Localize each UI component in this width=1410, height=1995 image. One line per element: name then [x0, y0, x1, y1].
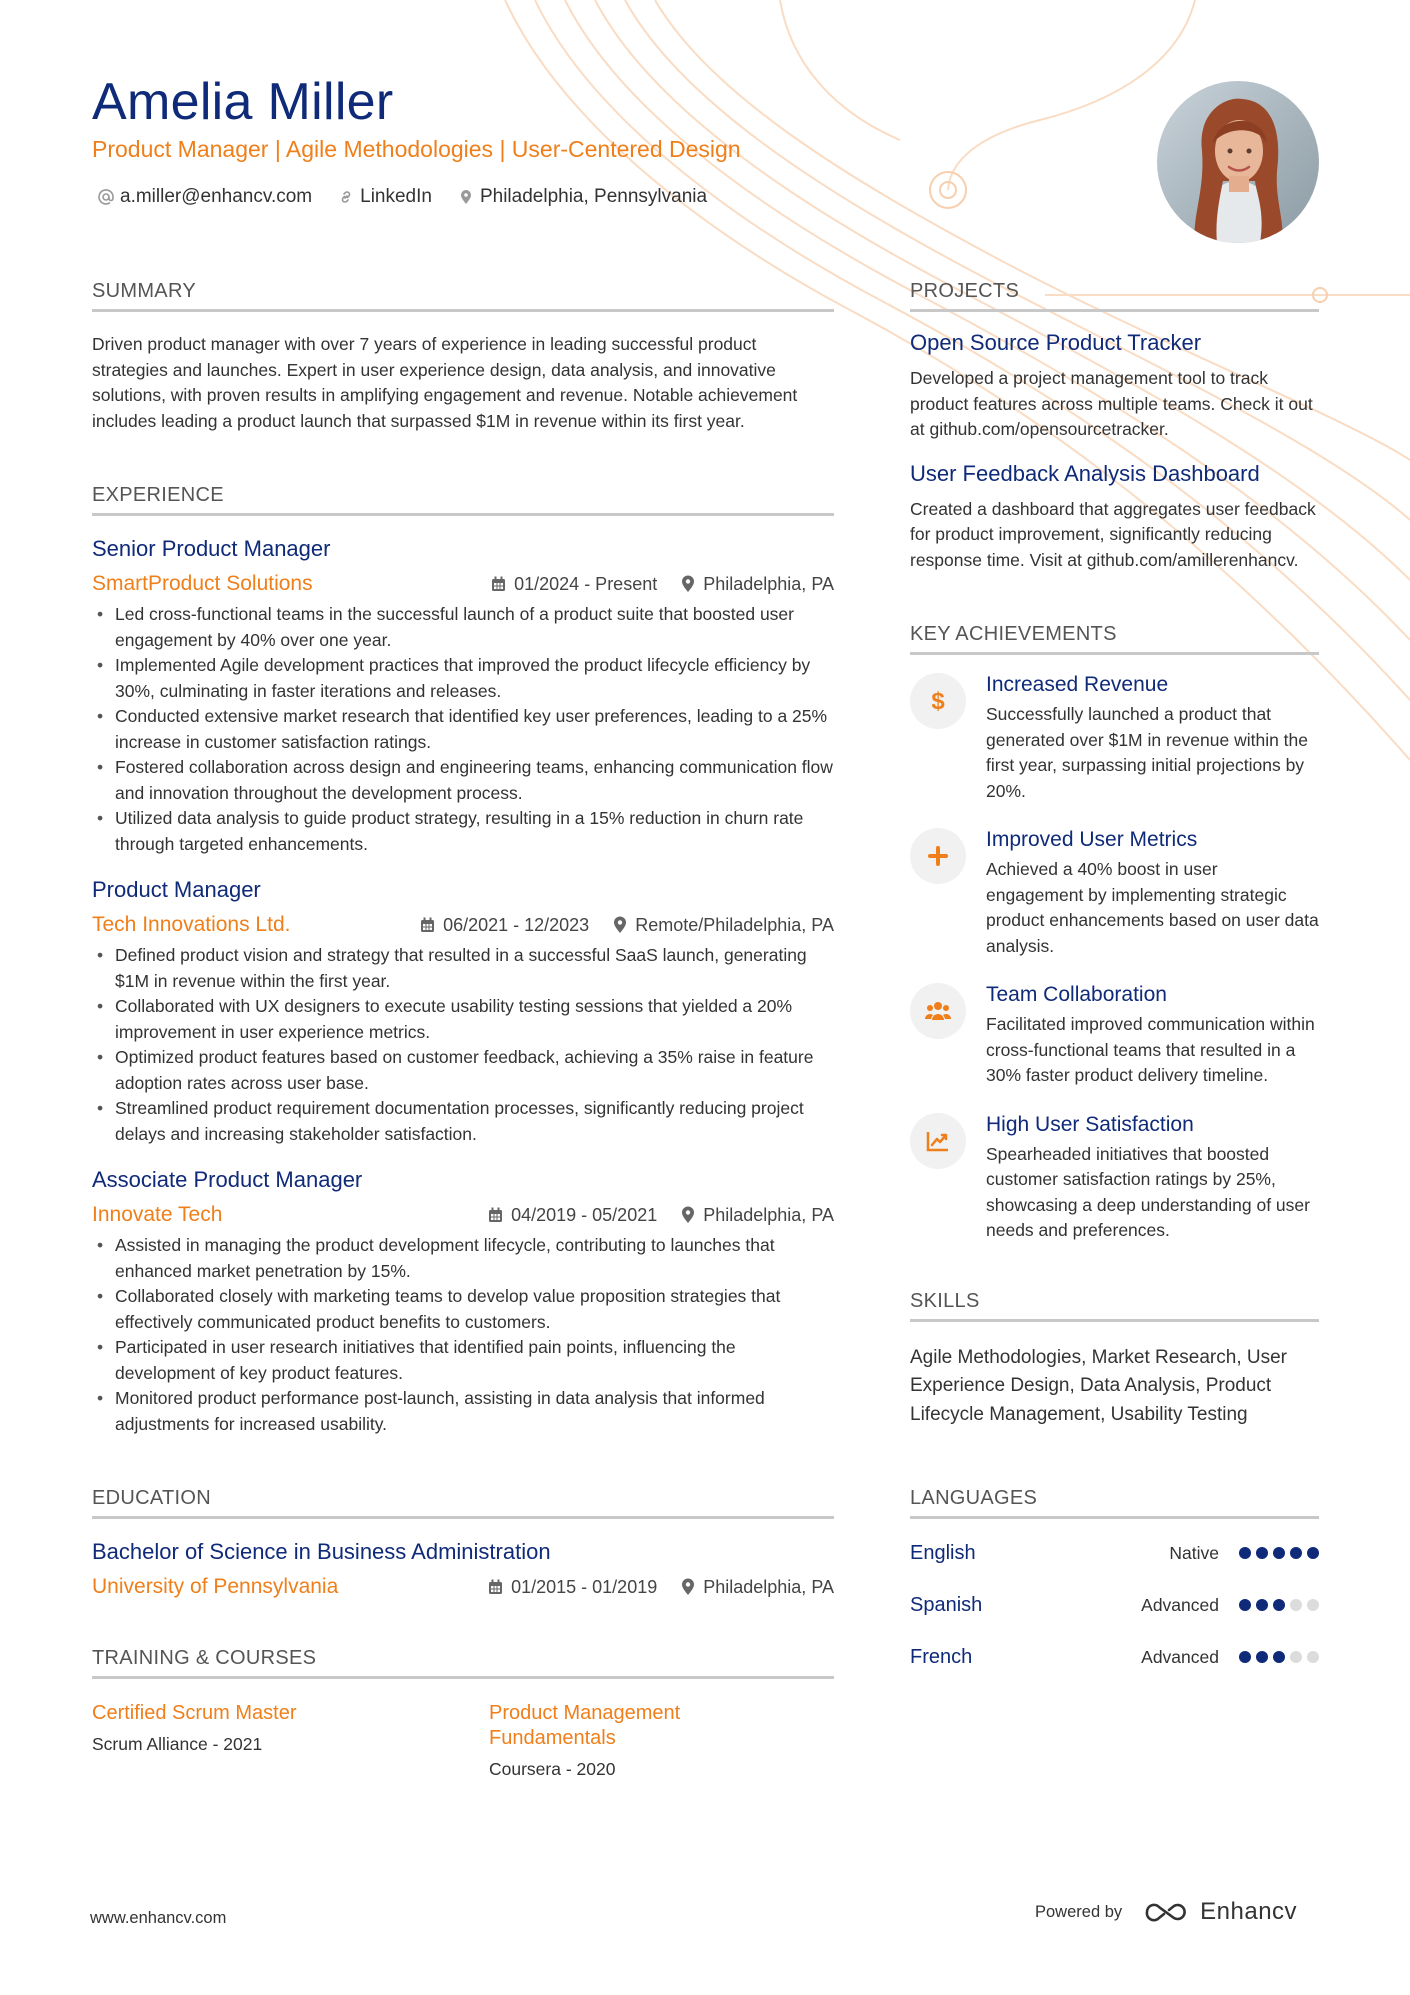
course-item	[489, 1701, 719, 1780]
company-name: Tech Innovations Ltd.	[92, 913, 291, 936]
job-bullets	[92, 1233, 834, 1437]
job-entry	[92, 877, 834, 1147]
bullet-item: • Defined product vision and strategy that resulted in a successful SaaS launch, generating $1M in revenue within the first year.	[92, 943, 834, 994]
rating-dot-filled	[1239, 1547, 1251, 1559]
language-level: Native	[1169, 1542, 1219, 1563]
training-heading: TRAINING & COURSES	[92, 1647, 834, 1679]
school-name: University of Pennsylvania	[92, 1575, 339, 1598]
brand-logo[interactable]	[1144, 1898, 1297, 1926]
rating-dot-empty	[1290, 1651, 1302, 1663]
education-heading: EDUCATION	[92, 1487, 834, 1519]
language-item	[910, 1579, 1319, 1631]
skills-text: Agile Methodologies, Market Research, User Experience Design, Data Analysis, Product Lifecycle Management, Usability Testing	[910, 1346, 1288, 1425]
job-location: Philadelphia, PA	[703, 573, 834, 594]
summary-text: Driven product manager with over 7 years of experience in leading successful product strategies and launches. Expert in user experience design, data analysis, and innovative solutions, with proven results in amplifying engagement and revenue. Notable achievement includes leading a product launch that surpassed $1M in revenue within its first year.	[92, 334, 798, 431]
project-desc: Developed a project management tool to track product features across multiple teams. Check it out at github.com/opensourcetracker.	[910, 368, 1313, 439]
profile-photo	[1157, 81, 1319, 243]
achievement-title: High User Satisfaction	[986, 1112, 1194, 1136]
job-dates: 04/2019 - 05/2021	[511, 1204, 658, 1225]
job-location: Remote/Philadelphia, PA	[635, 914, 834, 935]
company-name: Innovate Tech	[92, 1203, 223, 1226]
dollar-icon	[910, 673, 966, 729]
bullet-item: • Monitored product performance post-launch, assisting in data analysis that informed adjustments for increased usability.	[92, 1386, 834, 1437]
job-bullets	[92, 943, 834, 1147]
achievement-title: Team Collaboration	[986, 983, 1167, 1006]
email-text: a.miller@enhancv.com	[120, 186, 313, 207]
language-rating	[1239, 1547, 1319, 1559]
location-text: Philadelphia, Pennsylvania	[479, 186, 708, 207]
location-pin-icon	[458, 189, 474, 205]
calendar-icon	[491, 576, 506, 592]
project-title: Open Source Product Tracker	[910, 330, 1202, 355]
course-provider: Scrum Alliance - 2021	[92, 1734, 263, 1754]
bullet-item: • Assisted in managing the product development lifecycle, contributing to launches that enhanced market penetration by 15%.	[92, 1233, 834, 1284]
svg-text:$: $	[931, 688, 945, 714]
job-entry	[92, 1167, 834, 1437]
languages-heading: LANGUAGES	[910, 1487, 1319, 1519]
bullet-item: • Optimized product features based on customer feedback, achieving a 35% raise in feature adoption rates across user base.	[92, 1045, 834, 1096]
job-dates: 01/2024 - Present	[514, 573, 658, 594]
project-item	[910, 330, 1319, 443]
bullet-item: • Led cross-functional teams in the successful launch of a product suite that boosted user engagement by 40% over one year.	[92, 602, 834, 653]
education-location: Philadelphia, PA	[703, 1576, 834, 1597]
rating-dot-filled	[1239, 1599, 1251, 1611]
projects-heading: PROJECTS	[910, 280, 1319, 312]
rating-dot-filled	[1273, 1599, 1285, 1611]
language-level: Advanced	[1141, 1646, 1219, 1667]
enhancv-logo-icon	[1144, 1901, 1190, 1923]
bullet-item: • Implemented Agile development practices that improved the product lifecycle efficiency by 30%, culminating in faster iterations and releases.	[92, 653, 834, 704]
summary-heading: SUMMARY	[92, 280, 834, 312]
skills-heading: SKILLS	[910, 1290, 1319, 1322]
language-item	[910, 1527, 1319, 1579]
left-column	[92, 280, 834, 1780]
powered-by-text: Powered by	[1035, 1902, 1123, 1921]
course-provider: Coursera - 2020	[489, 1759, 616, 1779]
course-title: Certified Scrum Master	[92, 1702, 297, 1724]
course-list	[92, 1701, 834, 1780]
contact-bar	[98, 186, 707, 208]
bullet-item: • Conducted extensive market research that identified key user preferences, leading to a 25% increase in customer satisfaction ratings.	[92, 704, 834, 755]
language-name: Spanish	[910, 1593, 983, 1616]
linkedin-contact[interactable]	[338, 186, 432, 208]
calendar-icon	[420, 917, 435, 933]
achievement-desc: Successfully launched a product that generated over $1M in revenue within the first year, surpassing initial projections by 20%.	[986, 704, 1309, 801]
candidate-name: Amelia Miller	[92, 73, 394, 131]
location-contact	[458, 186, 707, 208]
language-item	[910, 1631, 1319, 1683]
job-title: Senior Product Manager	[92, 536, 331, 561]
achievement-item	[910, 828, 1319, 959]
course-item	[92, 1701, 489, 1780]
linkedin-text: LinkedIn	[360, 186, 432, 207]
bullet-item: • Collaborated with UX designers to execute usability testing sessions that yielded a 20% improvement in user experience metrics.	[92, 994, 834, 1045]
language-name: French	[910, 1645, 973, 1668]
chart-icon	[910, 1113, 966, 1169]
achievements-heading: KEY ACHIEVEMENTS	[910, 623, 1319, 655]
achievement-item	[910, 1113, 1319, 1244]
email-contact[interactable]	[98, 186, 312, 208]
achievement-desc: Achieved a 40% boost in user engagement by implementing strategic product enhancements based on user data analysis.	[986, 859, 1319, 956]
bullet-item: • Fostered collaboration across design and engineering teams, enhancing communication flow and innovation throughout the development process.	[92, 755, 834, 806]
bullet-item: • Utilized data analysis to guide product strategy, resulting in a 15% reduction in churn rate through targeted enhancements.	[92, 806, 834, 857]
location-pin-icon	[681, 575, 695, 593]
calendar-icon	[488, 1579, 503, 1595]
job-bullets	[92, 602, 834, 857]
calendar-icon	[488, 1207, 503, 1223]
achievement-desc: Facilitated improved communication within cross-functional teams that resulted in a 30% faster product delivery timeline.	[986, 1014, 1315, 1085]
rating-dot-empty	[1290, 1599, 1302, 1611]
achievement-title: Increased Revenue	[986, 673, 1169, 696]
job-title: Associate Product Manager	[92, 1167, 363, 1192]
team-icon	[910, 983, 966, 1039]
rating-dot-filled	[1256, 1651, 1268, 1663]
rating-dot-filled	[1239, 1651, 1251, 1663]
plus-icon	[910, 828, 966, 884]
rating-dot-filled	[1273, 1547, 1285, 1559]
location-pin-icon	[681, 1578, 695, 1596]
location-pin-icon	[681, 1206, 695, 1224]
language-level: Advanced	[1141, 1594, 1219, 1615]
footer-website[interactable]: www.enhancv.com	[90, 1909, 227, 1927]
project-desc: Created a dashboard that aggregates user feedback for product improvement, significantly reducing response time. Visit at github.com/amillerenhancv.	[910, 498, 1316, 570]
job-dates: 06/2021 - 12/2023	[443, 914, 590, 935]
rating-dot-filled	[1273, 1651, 1285, 1663]
course-title: Product Management Fundamentals	[489, 1702, 681, 1749]
degree-title: Bachelor of Science in Business Administration	[92, 1539, 551, 1564]
project-title: User Feedback Analysis Dashboard	[910, 460, 1260, 486]
right-column	[910, 280, 1319, 1683]
project-item	[910, 461, 1319, 574]
bullet-item: • Participated in user research initiatives that identified pain points, influencing the development of key product features.	[92, 1335, 834, 1386]
brand-name: Enhancv	[1200, 1898, 1298, 1925]
rating-dot-empty	[1307, 1651, 1319, 1663]
link-icon	[338, 189, 354, 205]
rating-dot-empty	[1307, 1599, 1319, 1611]
experience-heading: EXPERIENCE	[92, 484, 834, 516]
job-entry	[92, 536, 834, 857]
rating-dot-filled	[1256, 1547, 1268, 1559]
bullet-item: • Collaborated closely with marketing teams to develop value proposition strategies that effectively communicated product benefits to customers.	[92, 1284, 834, 1335]
rating-dot-filled	[1290, 1547, 1302, 1559]
language-rating	[1239, 1651, 1319, 1663]
at-icon	[98, 189, 114, 205]
rating-dot-filled	[1307, 1547, 1319, 1559]
achievement-item	[910, 983, 1319, 1089]
candidate-title: Product Manager | Agile Methodologies | User-Centered Design	[92, 136, 741, 162]
footer-branding	[1035, 1898, 1297, 1926]
rating-dot-filled	[1256, 1599, 1268, 1611]
language-rating	[1239, 1599, 1319, 1611]
achievement-desc: Spearheaded initiatives that boosted customer satisfaction ratings by 25%, showcasing a deep understanding of user needs and preferences.	[986, 1143, 1310, 1240]
company-name: SmartProduct Solutions	[92, 572, 313, 595]
language-name: English	[910, 1541, 976, 1564]
achievement-item	[910, 673, 1319, 804]
language-list	[910, 1527, 1319, 1683]
job-title: Product Manager	[92, 877, 261, 902]
bullet-item: • Streamlined product requirement documentation processes, significantly reducing project delays and increasing stakeholder satisfaction.	[92, 1096, 834, 1147]
job-location: Philadelphia, PA	[703, 1204, 834, 1225]
location-pin-icon	[613, 916, 627, 934]
education-entry	[92, 1539, 834, 1599]
education-dates: 01/2015 - 01/2019	[511, 1576, 658, 1597]
achievement-title: Improved User Metrics	[986, 828, 1198, 851]
